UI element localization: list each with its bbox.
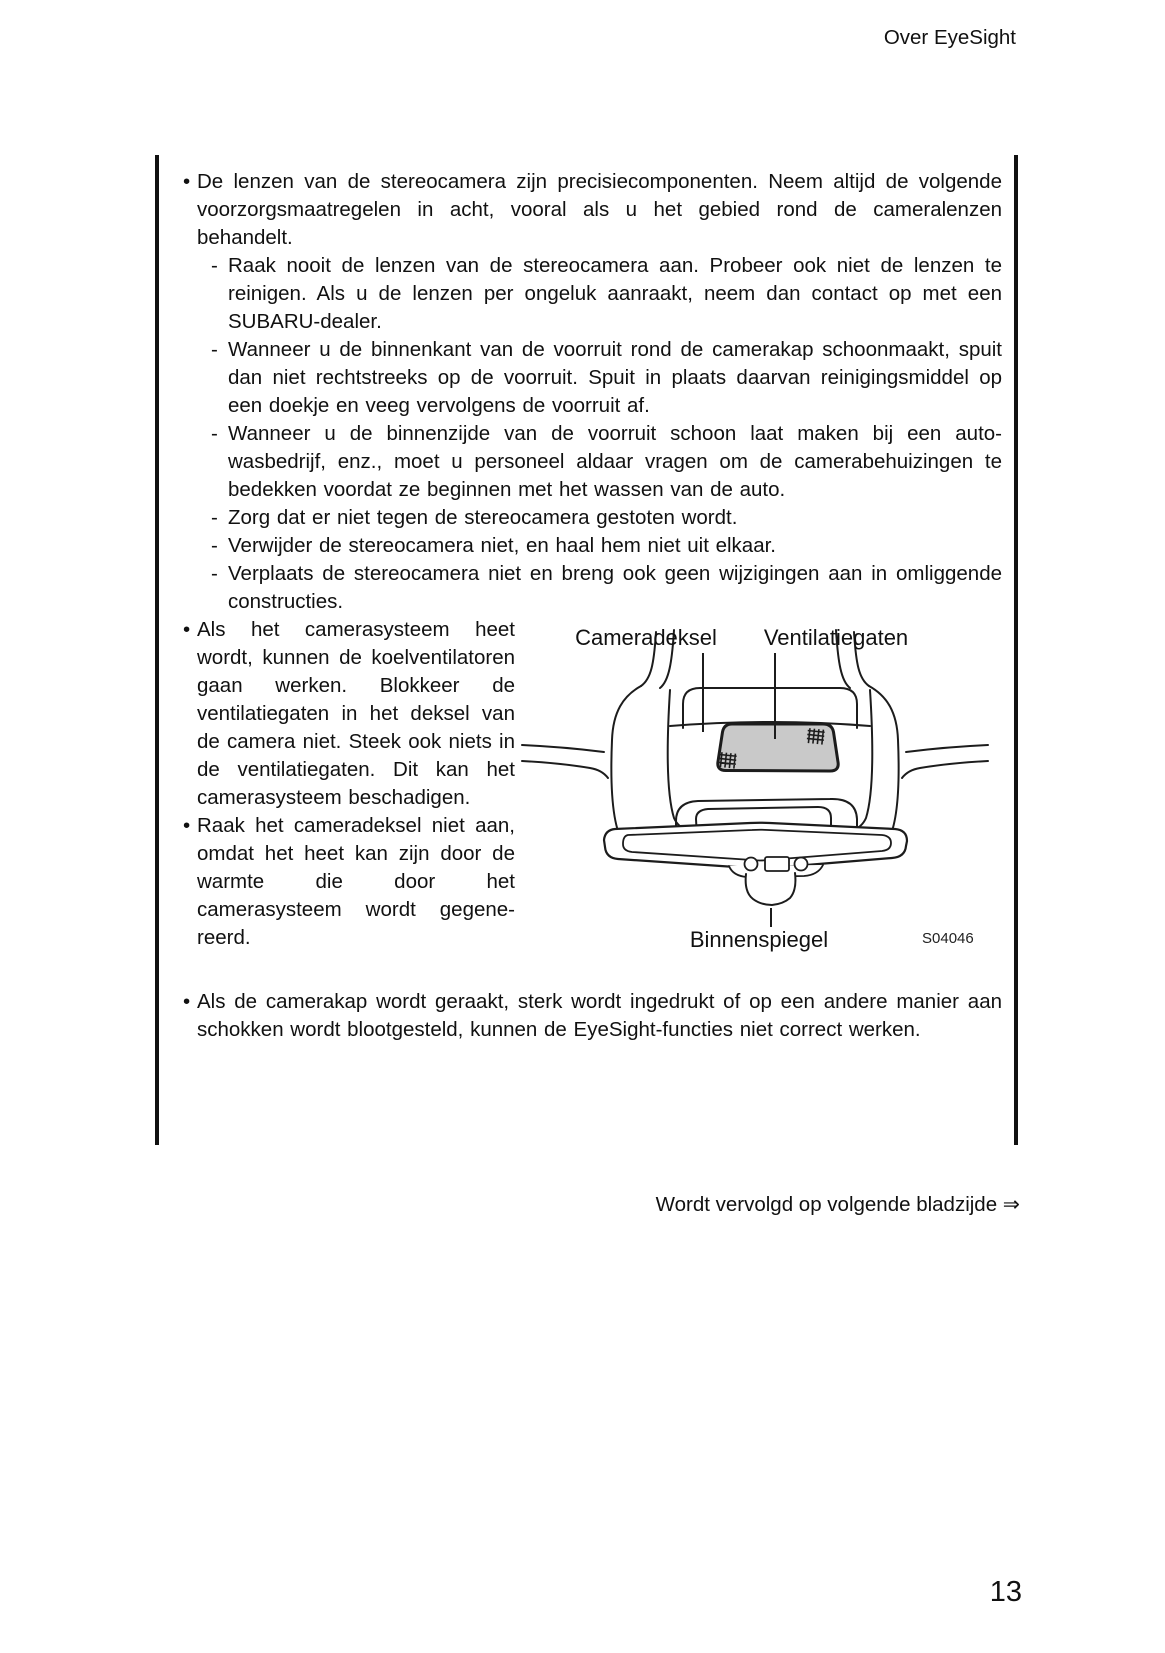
note-item <box>183 812 515 952</box>
note-subitem <box>211 420 1002 504</box>
text-and-figure-row <box>183 616 1002 988</box>
continuation-note: Wordt vervolgd op volgende bladzijde ⇒ <box>655 1193 1020 1216</box>
dash-marker: - <box>211 534 218 557</box>
windshield-edge-line <box>522 745 604 752</box>
narrow-text-column <box>183 616 515 952</box>
camera-diagram-svg <box>520 622 990 957</box>
page-number: 13 <box>989 1576 1022 1608</box>
note-item-text: Verplaats de stereocamera niet en breng ook geen wijzigingen aan in omliggende constructies. <box>228 562 1002 613</box>
windshield-edge-line <box>902 761 988 778</box>
note-item-text: Als het camerasysteem heet wordt, kunnen de koelventilatoren gaan werken. Blokkeer de ventilatiegaten in het deksel van de camera niet. Steek ook niets in de ventilatiegaten. Dit kan het camerasysteem beschadigen. <box>197 618 515 809</box>
note-item-text: Verwijder de stereocamera niet, en haal hem niet uit elkaar. <box>228 534 776 557</box>
mirror-stalk <box>746 873 796 905</box>
bullet-marker: • <box>183 814 191 837</box>
note-item-text: Raak het cameradeksel niet aan, omdat het heet kan zijn door de warmte die door het camerasysteem wordt gegenereerd. <box>197 814 515 949</box>
note-item <box>183 988 1002 1044</box>
note-item <box>183 616 515 812</box>
label-ventilatiegaten: Ventilatiegaten <box>763 625 909 650</box>
mirror-center-detail <box>765 857 789 871</box>
dash-marker: - <box>211 422 218 445</box>
note-item-text: Als de camerakap wordt geraakt, sterk wordt ingedrukt of op een andere manier aan schokken wordt blootgesteld, kunnen de EyeSight-functies niet correct werken. <box>197 990 1002 1041</box>
note-subitem <box>211 532 1002 560</box>
note-item <box>183 168 1002 252</box>
dash-marker: - <box>211 562 218 585</box>
note-box <box>155 155 1018 1145</box>
mirror-outline <box>604 823 907 905</box>
windshield-edge-line <box>522 761 608 778</box>
bullet-marker: • <box>183 170 191 193</box>
bullet-marker: • <box>183 990 191 1013</box>
figure-code: S04046 <box>922 930 974 947</box>
note-subitem <box>211 560 1002 616</box>
camera-cover-panel <box>718 724 838 771</box>
note-item-text: Raak nooit de lenzen van de stereocamera aan. Probeer ook niet de lenzen te reinigen. Als u de lenzen per ongeluk aanraakt, neem dan contact op met een SUBARU-dealer. <box>228 254 1002 333</box>
dash-marker: - <box>211 338 218 361</box>
label-cameradeksel: Cameradeksel <box>575 625 717 650</box>
mirror-pivot <box>745 858 758 871</box>
note-item-text: De lenzen van de stereocamera zijn precisiecomponenten. Neem altijd de volgende voorzorgsmaatregelen in acht, vooral als u het gebied rond de cameralenzen behandelt. <box>197 170 1002 249</box>
note-subitem <box>211 252 1002 336</box>
mirror-pivot <box>795 858 808 871</box>
dash-marker: - <box>211 254 218 277</box>
windshield-edge-line <box>906 745 988 752</box>
note-subitem <box>211 504 1002 532</box>
running-header-title: Over EyeSight <box>883 26 1016 49</box>
dash-marker: - <box>211 506 218 529</box>
note-item-text: Wanneer u de binnenkant van de voorruit rond de camerakap schoonmaakt, spuit dan niet rechtstreeks op de voorruit. Spuit in plaats daarvan reinigingsmiddel op een doekje en veeg vervolgens de voorruit af. <box>228 338 1002 417</box>
housing-right-edge <box>853 690 872 830</box>
housing-left-edge <box>668 690 687 830</box>
note-item-text: Wanneer u de binnenzijde van de voorruit schoon laat maken bij een autowasbedrijf, enz., moet u personeel aldaar vragen om de camerabehuizingen te bedekken voordat ze beginnen met het wassen van de auto. <box>228 422 1002 501</box>
camera-cover-figure <box>520 622 990 957</box>
bullet-marker: • <box>183 618 191 641</box>
note-subitem <box>211 336 1002 420</box>
label-binnenspiegel: Binnenspiegel <box>689 927 829 952</box>
note-item-text: Zorg dat er niet tegen de stereocamera gestoten wordt. <box>228 506 738 529</box>
